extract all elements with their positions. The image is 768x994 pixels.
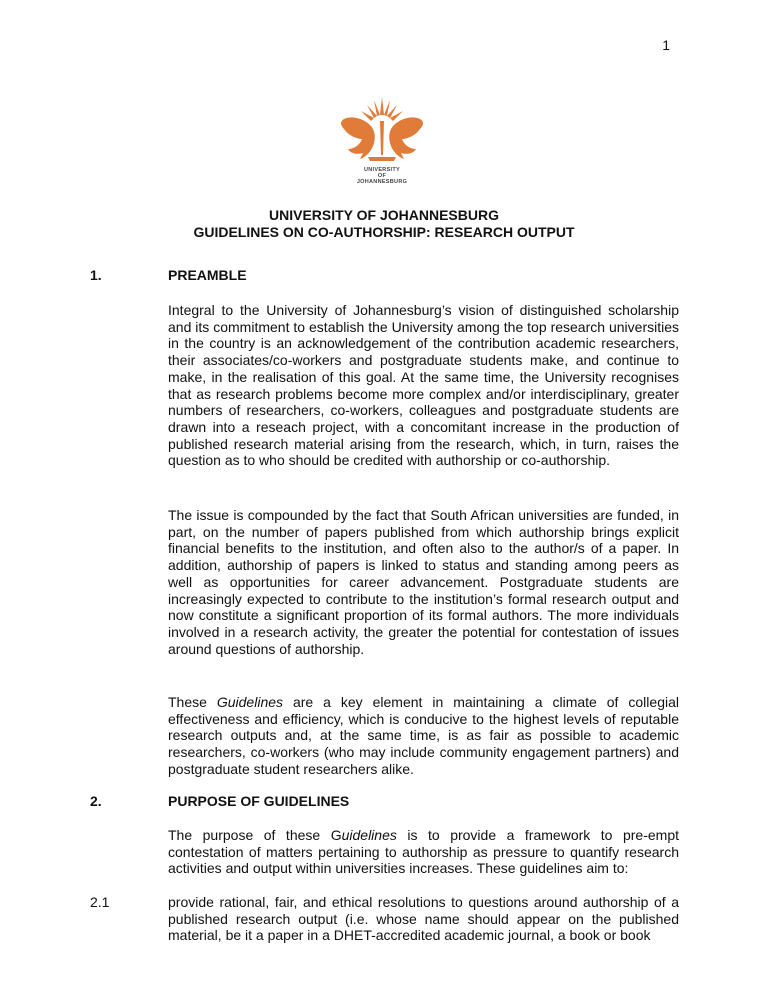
section-1-paragraph-2: The issue is compounded by the fact that South African universities are funded, in part, on the number of papers published from which authorship brings explicit financial benefits to the institution, and often also to the author/s of a paper. In addition, authorship of papers is linked to status and standing among peers as well as opportunities for career advancement. Postgraduate students are increasingly expected to contribute to the institution’s formal research output and now constitute a significant proportion of its formal authors. The more individuals involved in a research activity, the greater the potential for contestation of issues around questions of authorship.	[168, 507, 679, 657]
logo-text	[330, 167, 434, 185]
section-2-heading: PURPOSE OF GUIDELINES	[168, 793, 350, 809]
section-2-paragraph-1	[168, 827, 679, 877]
section-1-heading: PREAMBLE	[168, 267, 247, 283]
s2-text-b: is to provide a framework to pre-empt contestation of matters pertaining to authorship as pressure to quantify research activities and output within universities increases. These guidelines aim to:	[168, 827, 679, 877]
p3-emphasis: Guidelines	[216, 694, 284, 710]
section-1-number: 1.	[90, 267, 102, 283]
logo-line-3: JOHANNESBURG	[356, 179, 408, 185]
s2-emphasis: uidelines	[341, 827, 397, 843]
page-number: 1	[662, 37, 670, 53]
item-2-1-text: provide rational, fair, and ethical resolutions to questions around authorship of a published research output (i.e. whose name should appear on the published material, be it a paper in a DHET-accredited academic journal, a book or book	[168, 894, 679, 944]
section-1-paragraph-3	[168, 694, 679, 778]
section-1-paragraph-1: Integral to the University of Johannesburg’s vision of distinguished scholarship and its commitment to establish the University among the top research universities in the country is an acknowledgement of the contribution academic researchers, their associates/co-workers and postgraduate students make, and continue to make, in the realisation of this goal. At the same time, the University recognises that as research problems become more complex and/or interdisciplinary, greater numbers of researchers, co-workers, colleagues and postgraduate students are drawn into a reseach project, with a concomitant increase in the production of published research material arising from the research, which, in turn, raises the question as to who should be credited with authorship or co-authorship.	[168, 302, 679, 469]
document-title	[0, 207, 768, 241]
protea-logo-icon	[330, 95, 434, 167]
university-logo	[330, 95, 434, 190]
logo-line-1: UNIVERSITY	[363, 167, 400, 173]
p3-text-b: are a key element in maintaining a climate of collegial effectiveness and efficiency, which is conducive to the highest levels of reputable research outputs and, at the same time, is as fair as possible to academic researchers, co-workers (who may include community engagement partners) and postgraduate student researchers alike.	[168, 694, 679, 777]
title-line-1: UNIVERSITY OF JOHANNESBURG	[269, 207, 499, 223]
s2-text-a: The purpose of these G	[168, 827, 342, 843]
section-2-number: 2.	[90, 793, 102, 809]
p3-text-a: These	[168, 694, 217, 710]
title-line-2: GUIDELINES ON CO-AUTHORSHIP: RESEARCH OUTPUT	[193, 224, 575, 240]
logo-line-2: OF	[377, 173, 387, 179]
item-2-1-number: 2.1	[90, 894, 110, 910]
